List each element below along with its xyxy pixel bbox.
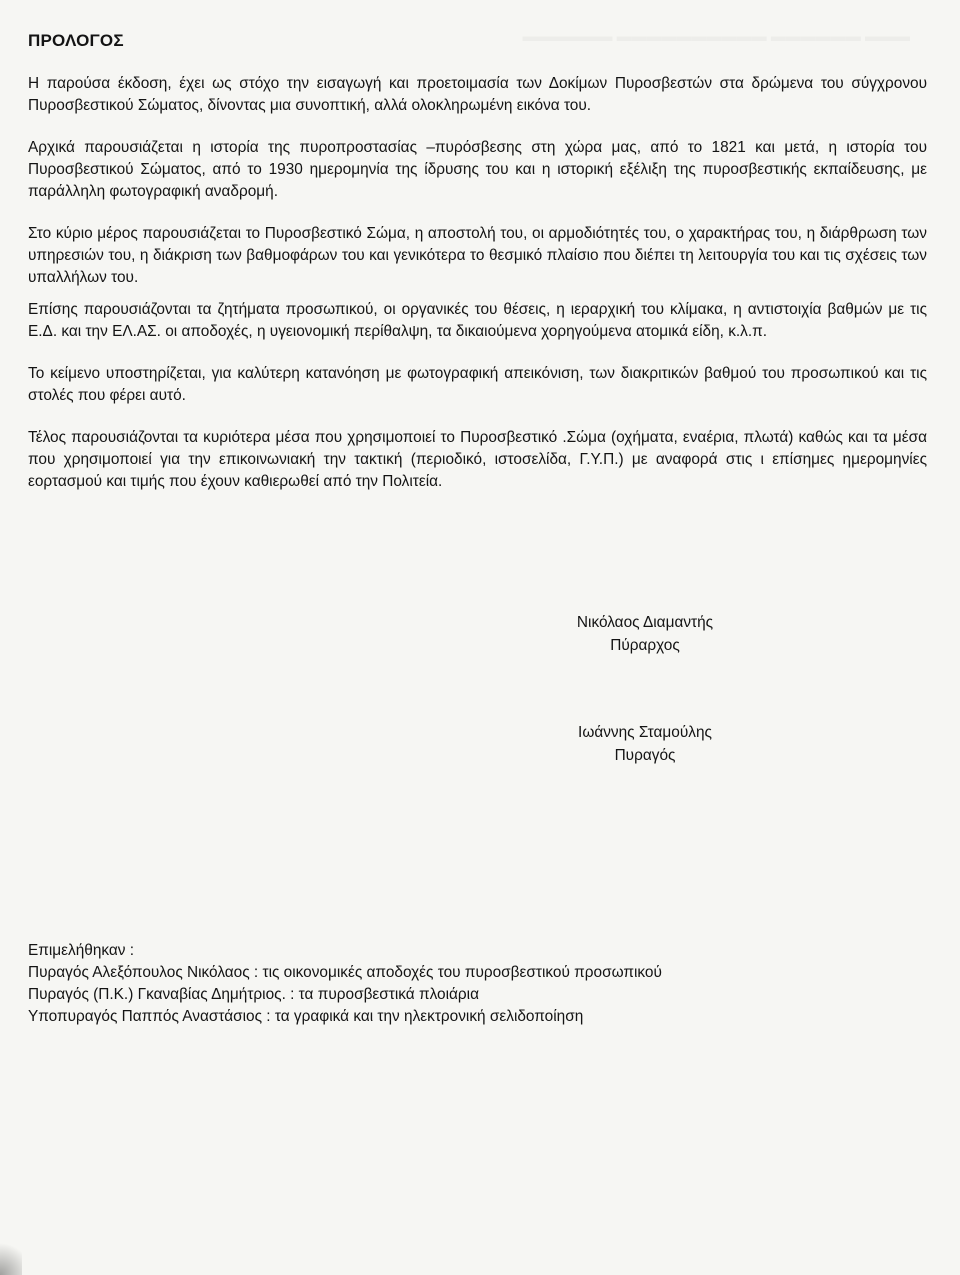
signature-rank: Πύραρχος [610, 637, 680, 654]
credits-line: Πυραγός Αλεξόπουλος Νικόλαος : τις οικονομικές αποδοχές του πυροσβεστικού προσωπικού [28, 964, 662, 981]
paragraph-personnel: Επίσης παρουσιάζονται τα ζητήματα προσωπικού, οι οργανικές του θέσεις, η ιεραρχική του κλίμακα, η αντιστοιχία βαθμών με τις Ε.Δ. και την ΕΛ.ΑΣ. οι αποδοχές, η υγειονομική περίθαλψη, τα δικαιούμενα χορηγούμενα ατομικά είδη, κ.λ.π. [28, 301, 927, 340]
page-title: ΠΡΟΛΟΓΟΣ [28, 31, 124, 50]
paragraph-intro: Η παρούσα έκδοση, έχει ως στόχο την εισαγωγή και προετοιμασία των Δοκίμων Πυροσβεστών στα δρώμενα του σύγχρονου Πυροσβεστικού Σώματος, δίνοντας μια συνοπτική, αλλά ολοκληρωμένη εικόνα του. [28, 75, 927, 114]
paragraph-means: Τέλος παρουσιάζονται τα κυριότερα μέσα που χρησιμοποιεί το Πυροσβεστικό .Σώμα (οχήματα, εναέρια, πλωτά) καθώς και τα μέσα που χρησιμοποιεί για την επικοινωνιακή την τακτική (περιοδικό, ιστοσελίδα, Γ.Υ.Π.) με αναφορά στις ι επίσημες ημερομηνίες εορτασμού και τιμής που έχουν καθιερωθεί από την Πολιτεία. [28, 429, 927, 490]
paragraph-main-part: Στο κύριο μέρος παρουσιάζεται το Πυροσβεστικό Σώμα, η αποστολή του, οι αρμοδιότητές του, ο χαρακτήρας του, η διάρθρωση των υπηρεσιών του, η διάκριση των βαθμοφάρων του και γενικότερα το θεσμικό πλαίσιο που διέπει τη λειτουργία του και τις σχέσεις των υπαλλήλων του. [28, 225, 927, 286]
signature-name: Νικόλαος Διαμαντής [576, 614, 714, 631]
credits-section [28, 940, 662, 1028]
scan-corner-shadow [0, 1235, 22, 1275]
signature-rank: Πυραγός [614, 747, 676, 764]
paragraph-photos: Το κείμενο υποστηρίζεται, για καλύτερη κατανόηση με φωτογραφική απεικόνιση, των διακριτικών βαθμού του προσωπικού και τις στολές που φέρει αυτό. [28, 365, 927, 404]
credits-line: Πυραγός (Π.Κ.) Γκαναβίας Δημήτριος. : τα πυροσβεστικά πλοιάρια [28, 986, 479, 1003]
credits-line: Υποπυραγός Παππός Αναστάσιος : τα γραφικά και την ηλεκτρονική σελιδοποίηση [28, 1008, 584, 1025]
credits-heading: Επιμελήθηκαν : [28, 942, 135, 959]
signature-block-2 [545, 721, 745, 767]
signature-block-1 [545, 611, 745, 657]
signature-name: Ιωάννης Σταμούλης [578, 724, 712, 741]
paragraph-history: Αρχικά παρουσιάζεται η ιστορία της πυροπροστασίας –πυρόσβεσης στη χώρα μας, από το 1821 και μετά, η ιστορία του Πυροσβεστικού Σώματος, από το 1930 ημερομηνία της ίδρυσης του και η ιστορική εξέλιξη της πυροσβεστικής εκπαίδευσης, με παράλληλη φωτογραφική αναδρομή. [28, 139, 927, 200]
